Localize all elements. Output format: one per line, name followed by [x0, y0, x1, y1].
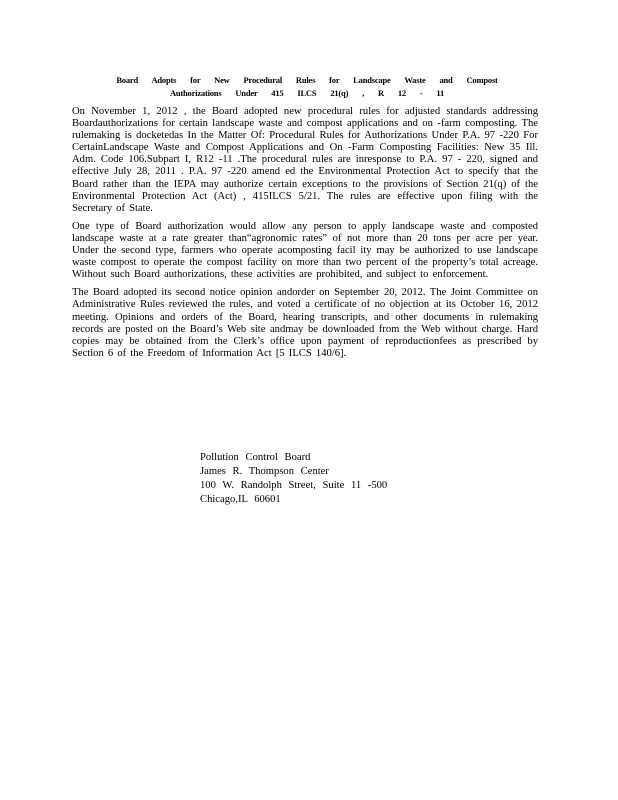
paragraph-second-notice: The Board adopted its second notice opinion andorder on September 20, 2012. The Joint Committee on Administrative Rules reviewed the rules, and voted a certificate of no objection at its October 16, 2012 meeting. Opinions and orders of the Board, hearing transcripts, and other documents in rulemaking records are posted on the Board’s Web site andmay be downloaded from the Web without charge. Hard copies may be obtained from the Clerk’s office upon payment of reproductionfees as prescribed by Section 6 of the Freedom of Information Act [5 ILCS 140/6]. — [72, 287, 538, 359]
address-block — [200, 451, 387, 507]
document-title — [72, 74, 542, 100]
address-line-organization: Pollution Control Board — [200, 452, 311, 463]
document-body — [72, 106, 538, 366]
paragraph-authorization-types: One type of Board authorization would allow any person to apply landscape waste and composted landscape waste at a rate greater than“agronomic rates” of not more than 20 tons per acre per year. Under the second type, farmers who operate acomposting facil ity may be authorized to use landscape waste compost to operate the compost facility on more than two percent of the property’s total acreage. Without such Board authorizations, these activities are prohibited, and subject to enforcement. — [72, 220, 538, 281]
paragraph-adoption: On November 1, 2012 , the Board adopted new procedural rules for adjusted standards addressing Boardauthorizations for certain landscape waste and compost applications and on -farm composting. The rulemaking is docketedas In the Matter Of: Procedural Rules for Authorizations Under P.A. 97 -220 For CertainLandscape Waste and Compost Applications and On -Farm Composting Facilities: New 35 Ill. Adm. Code 106.Subpart I, R12 -11 .The procedural rules are inresponse to P.A. 97 - 220, signed and effective July 28, 2011 . P.A. 97 -220 amend ed the Environmental Protection Act to specify that the Board rather than the IEPA may authorize certain exceptions to the provisions of Section 21(q) of the Environmental Protection Act (Act) , 415ILCS 5/21. The rules are effective upon filing with the Secretary of State. — [72, 106, 538, 214]
address-line-building: James R. Thompson Center — [200, 466, 329, 477]
address-line-city: Chicago,IL 60601 — [200, 494, 281, 505]
address-line-street: 100 W. Randolph Street, Suite 11 -500 — [200, 480, 388, 491]
title-line-1: Board Adopts for New Procedural Rules for Landscape Waste and Compost — [116, 75, 498, 85]
title-line-2: Authorizations Under 415 ILCS 21(q) , R 12 - 11 — [169, 88, 445, 98]
